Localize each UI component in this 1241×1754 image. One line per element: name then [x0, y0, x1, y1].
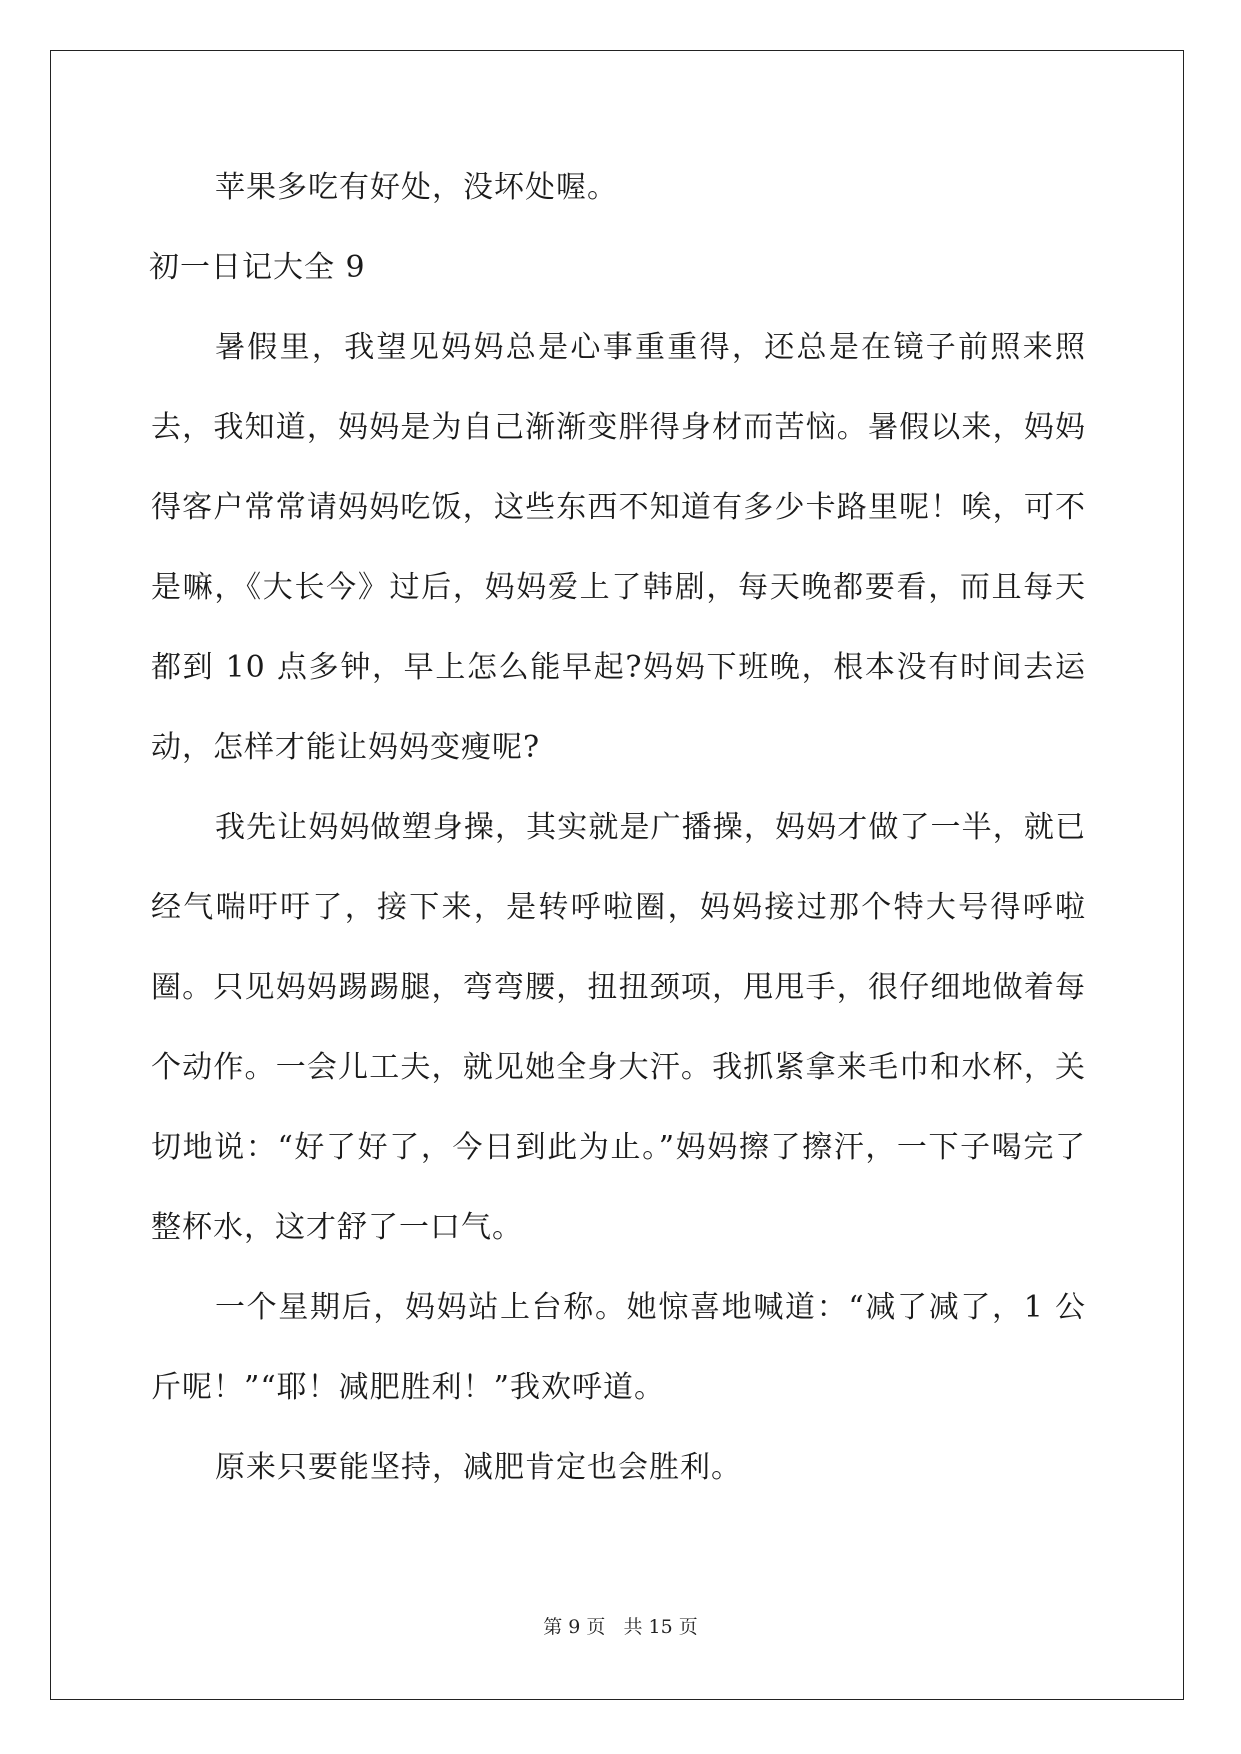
section-heading: 初一日记大全 9: [149, 250, 366, 285]
document-body: [151, 148, 1086, 1508]
paragraph: 苹果多吃有好处，没坏处喔。: [215, 170, 618, 205]
paragraph: 我先让妈妈做塑身操，其实就是广播操，妈妈才做了一半，就已经气喘吁吁了，接下来，是转呼啦圈，妈妈接过那个特大号得呼啦圈。只见妈妈踢踢腿，弯弯腰，扭扭颈项，甩甩手，很仔细地做着每个动作。一会儿工夫，就见她全身大汗。我抓紧拿来毛巾和水杯，关切地说：“好了好了，今日到此为止。”妈妈擦了擦汗，一下子喝完了整杯水，这才舒了一口气。: [151, 810, 1086, 1245]
paragraph: 原来只要能坚持，减肥肯定也会胜利。: [215, 1450, 742, 1485]
paragraph: 暑假里，我望见妈妈总是心事重重得，还总是在镜子前照来照去，我知道，妈妈是为自己渐渐变胖得身材而苦恼。暑假以来，妈妈得客户常常请妈妈吃饭，这些东西不知道有多少卡路里呢！唉，可不是嘛，《大长今》过后，妈妈爱上了韩剧，每天晚都要看，而且每天都到 10 点多钟，早上怎么能早起?妈妈下班晚，根本没有时间去运动，怎样才能让妈妈变瘦呢?: [151, 330, 1086, 765]
page-footer: [0, 1612, 1241, 1639]
page-number: 第 9 页: [543, 1616, 606, 1638]
page-total: 共 15 页: [623, 1616, 698, 1638]
paragraph: 一个星期后，妈妈站上台称。她惊喜地喊道：“减了减了，1 公斤呢！”“耶！减肥胜利！”我欢呼道。: [151, 1290, 1086, 1405]
